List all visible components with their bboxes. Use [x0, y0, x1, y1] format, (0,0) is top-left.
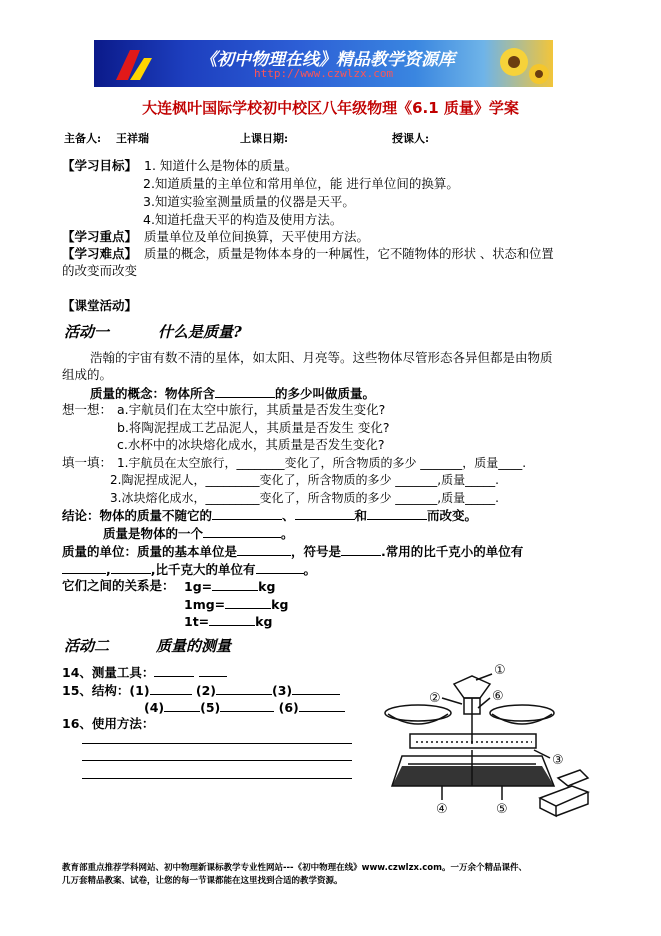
relation-row — [184, 613, 272, 630]
blank[interactable] — [215, 385, 275, 398]
property-line — [103, 525, 294, 542]
answer-line[interactable] — [82, 743, 352, 744]
think-label: 想一想： — [62, 402, 113, 417]
key-text: 质量单位及单位间换算，天平使用方法。 — [144, 229, 370, 244]
structure-line — [62, 682, 340, 699]
diagram-label: ④ — [436, 802, 448, 817]
blank[interactable] — [164, 699, 200, 712]
relation-text: 1t= — [184, 614, 210, 629]
author-label: 主备人: — [64, 132, 102, 145]
blank[interactable] — [212, 507, 282, 520]
fill-label: 填一填： — [62, 455, 113, 470]
conclusion-sep: 、 — [282, 508, 295, 523]
fill-item: 1.宇航员在太空旅行，________变化了，所含物质的多少 _______，质量____. — [117, 456, 527, 470]
footer — [62, 862, 527, 888]
blank[interactable] — [209, 613, 255, 626]
concept-text: 质量的概念：物体所含 — [90, 386, 216, 401]
concept-line — [90, 385, 375, 402]
diagram-label: ② — [429, 691, 441, 706]
relation-row — [184, 596, 288, 613]
page-title: 大连枫叶国际学校初中校区八年级物理《6.1 质量》学案 — [142, 99, 519, 117]
blank[interactable] — [220, 699, 274, 712]
banner-title: 《初中物理在线》精品教学资源库 — [200, 50, 455, 70]
kg-unit: kg — [258, 579, 276, 594]
diagram-label: ③ — [552, 753, 564, 768]
diagram-label: ① — [494, 663, 506, 678]
structure-label: 15、结构： — [62, 683, 130, 698]
part-number: (4) — [144, 700, 165, 715]
blank[interactable] — [111, 561, 151, 574]
blank[interactable] — [154, 664, 194, 677]
part-number: (6) — [278, 700, 299, 715]
author-name: 王祥瑞 — [116, 132, 149, 145]
activity1-heading: 活动一 — [64, 323, 110, 341]
banner-url: http://www.czwlzx.com — [254, 67, 394, 80]
part-number: (2) — [195, 683, 217, 698]
difficulty-text-cont: 的改变而改变 — [62, 263, 138, 278]
blank[interactable] — [299, 699, 345, 712]
kg-unit: kg — [255, 614, 273, 629]
blank[interactable] — [295, 507, 355, 520]
activities-label: 【课堂活动】 — [62, 298, 138, 313]
activity2-title: 质量的测量 — [156, 637, 232, 655]
blank[interactable] — [341, 543, 381, 556]
goals-label: 【学习目标】 — [62, 158, 138, 173]
diagram-label: ⑤ — [496, 802, 508, 817]
unit-text: ，符号是 — [291, 544, 342, 559]
tool-line — [62, 664, 227, 681]
blank[interactable] — [216, 682, 272, 695]
answer-line[interactable] — [82, 778, 352, 779]
part-number: (5) — [200, 700, 221, 715]
blank[interactable] — [225, 596, 271, 609]
think-item: b.将陶泥捏成工艺品泥人，其质量是否发生 变化? — [117, 420, 390, 435]
difficulty-label: 【学习难点】 — [62, 246, 138, 261]
diagram-label: ⑥ — [492, 689, 504, 704]
part-number: (1) — [129, 683, 150, 698]
conclusion-text-end: 而改变。 — [427, 508, 478, 523]
date-label: 上课日期: — [240, 132, 289, 145]
activity1-paragraph-cont: 组成的。 — [62, 367, 113, 382]
activity2-heading: 活动二 — [64, 637, 110, 655]
property-end: 。 — [281, 526, 294, 541]
blank[interactable] — [203, 525, 281, 538]
concept-text-end: 的多少叫做质量。 — [275, 386, 376, 401]
blank[interactable] — [256, 561, 304, 574]
blank[interactable] — [212, 578, 258, 591]
fill-item: 2.陶泥捏成泥人，_________变化了，所含物质的多少 _______,质量_____. — [110, 473, 499, 487]
fill-item: 3.冰块熔化成水，_________变化了，所含物质的多少 _______,质量_____. — [110, 491, 499, 505]
relation-text: 1mg= — [184, 597, 226, 612]
unit-line-cont — [62, 561, 316, 578]
goal-item: 1. 知道什么是物体的质量。 — [144, 158, 298, 173]
unit-text: 质量的单位：质量的基本单位是 — [62, 544, 238, 559]
unit-text: 。 — [303, 562, 317, 577]
goal-item: 3.知道实验室测量质量的仪器是天平。 — [143, 194, 355, 209]
conclusion-sep: 和 — [354, 508, 368, 523]
footer-line: 教育部重点推荐学科网站、初中物理新课标教学专业性网站---《初中物理在线》www.czwlzx.com。一万余个精品课件、 — [62, 863, 527, 873]
relation-row — [184, 578, 275, 595]
unit-text: , — [106, 562, 111, 577]
structure-line-cont — [144, 699, 345, 716]
footer-line: 几万套精品教案、试卷，让您的每一节课都能在这里找到合适的教学资源。 — [62, 876, 343, 886]
part-number: (3) — [272, 683, 293, 698]
teacher-label: 授课人: — [392, 132, 430, 145]
answer-line[interactable] — [82, 760, 352, 761]
difficulty-text: 质量的概念，质量是物体本身的一种属性，它不随物体的形状 、状态和位置 — [144, 247, 554, 261]
blank[interactable] — [199, 664, 227, 677]
unit-text: .常用的比千克小的单位有 — [381, 544, 524, 559]
blank[interactable] — [292, 682, 340, 695]
balance-diagram — [382, 658, 596, 820]
header-banner — [94, 40, 553, 87]
think-item: c.水杯中的冰块熔化成水，其质量是否发生变化? — [117, 437, 385, 452]
activity1-paragraph: 浩翰的宇宙有数不清的星体，如太阳、月亮等。这些物体尽管形态各异但都是由物质 — [90, 350, 553, 365]
blank[interactable] — [237, 543, 291, 556]
goal-item: 2.知道质量的主单位和常用单位，能 进行单位间的换算。 — [143, 176, 459, 191]
key-label: 【学习重点】 — [62, 229, 138, 244]
relation-text: 1g= — [184, 579, 213, 594]
kg-unit: kg — [271, 597, 289, 612]
goal-item: 4.知道托盘天平的构造及使用方法。 — [143, 212, 343, 227]
relation-label: 它们之间的关系是： — [62, 578, 175, 593]
blank[interactable] — [150, 682, 192, 695]
tool-label: 14、测量工具： — [62, 665, 155, 680]
conclusion-text: 结论：物体的质量不随它的 — [62, 508, 213, 523]
usage-label: 16、使用方法： — [62, 716, 155, 731]
blank[interactable] — [62, 561, 106, 574]
unit-text: ,比千克大的单位有 — [150, 562, 256, 577]
property-text: 质量是物体的一个 — [103, 526, 204, 541]
conclusion-line — [62, 507, 477, 524]
blank[interactable] — [367, 507, 427, 520]
activity1-title: 什么是质量? — [158, 323, 242, 341]
think-item: a.宇航员们在太空中旅行，其质量是否发生变化? — [117, 402, 386, 417]
unit-line — [62, 543, 523, 560]
